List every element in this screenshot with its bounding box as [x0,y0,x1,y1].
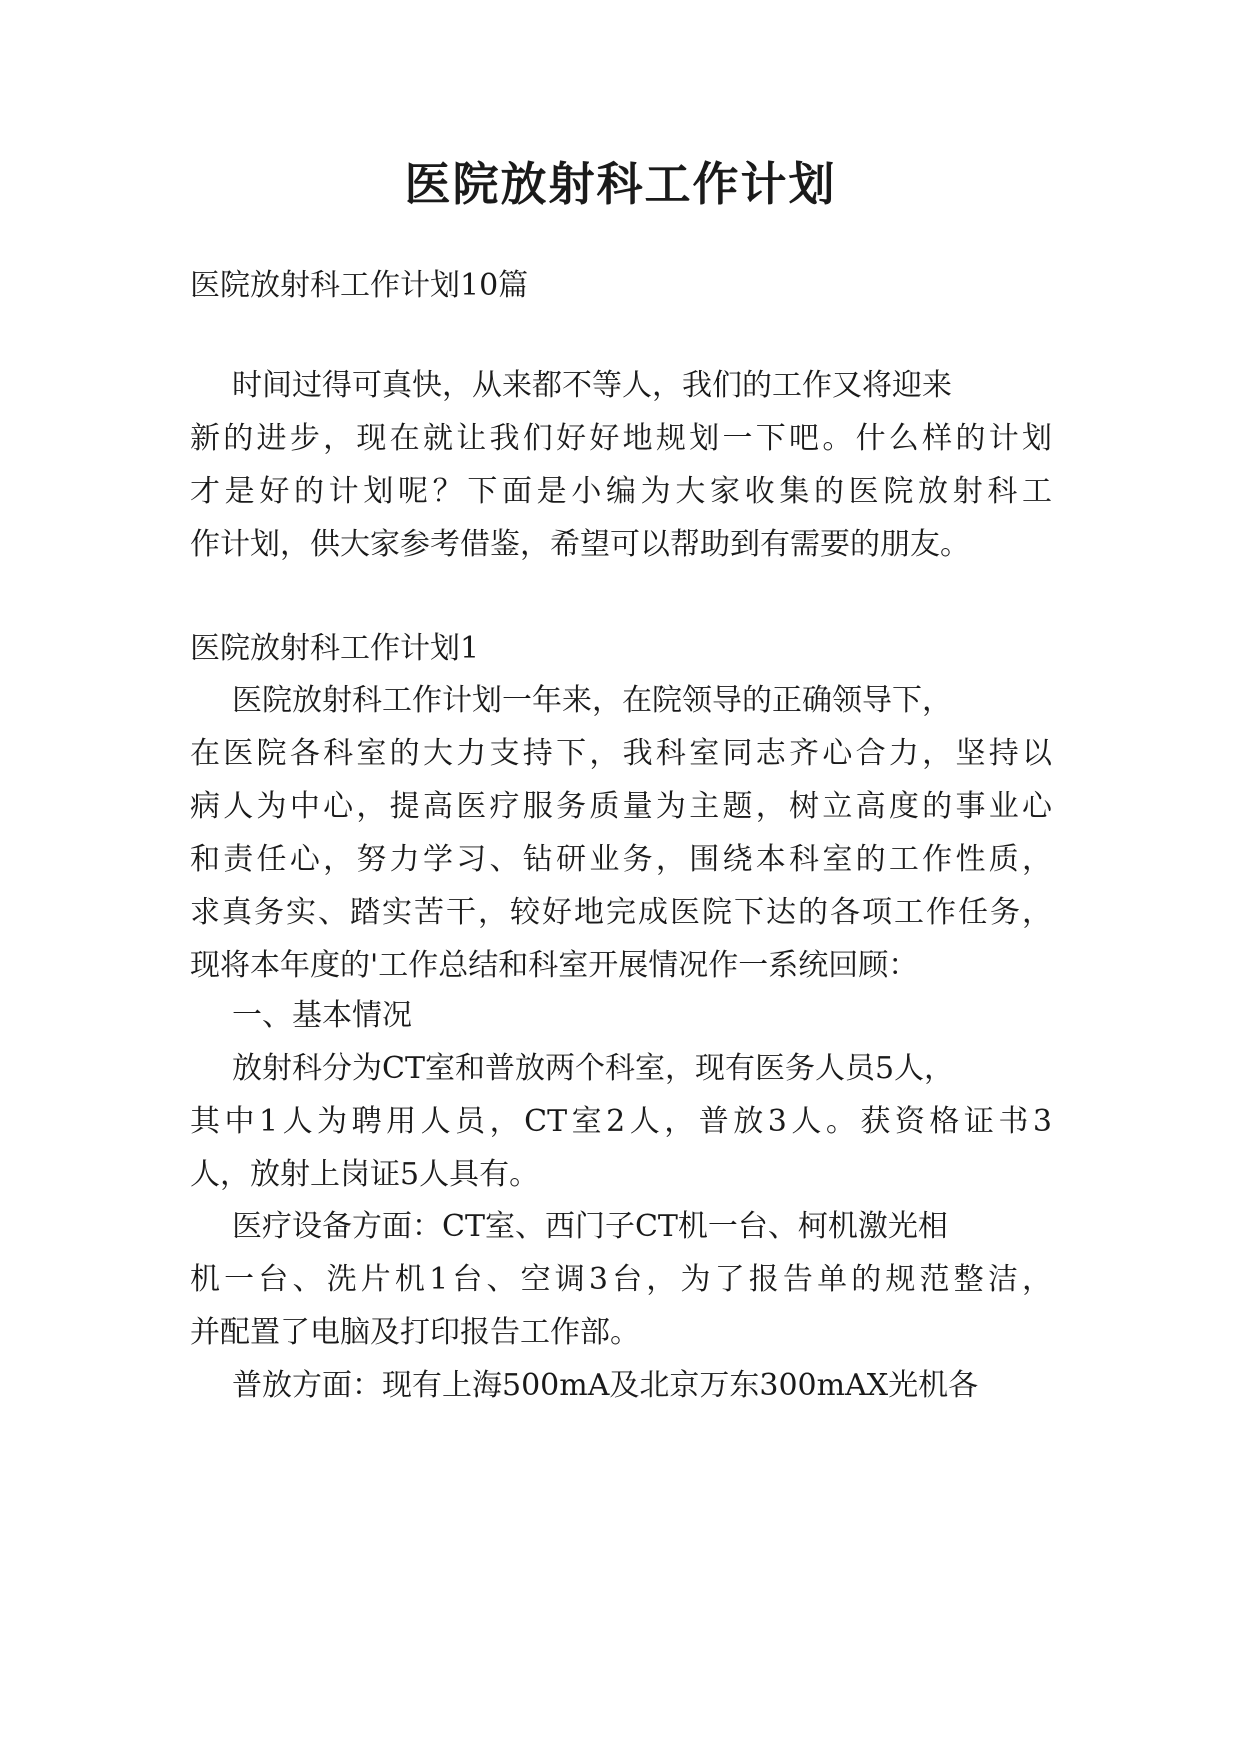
paragraph-line: 其中1人为聘用人员，CT室2人，普放3人。获资格证书3 [190,1104,1052,1139]
paragraph-line: 人，放射上岗证5人具有。 [190,1157,540,1192]
paragraph-line: 机一台、洗片机1台、空调3台，为了报告单的规范整洁， [190,1262,1052,1297]
intro-line: 新的进步，现在就让我们好好地规划一下吧。什么样的计划 [190,421,1052,456]
paragraph-line: 医院放射科工作计划一年来，在院领导的正确领导下， [232,683,952,718]
paragraph-line: 并配置了电脑及打印报告工作部。 [190,1315,640,1350]
section-heading: 医院放射科工作计划1 [190,631,480,666]
paragraph-line: 病人为中心，提高医疗服务质量为主题，树立高度的事业心 [190,789,1052,824]
paragraph-line: 和责任心，努力学习、钻研业务，围绕本科室的工作性质， [190,842,1052,877]
paragraph-line: 求真务实、踏实苦干，较好地完成医院下达的各项工作任务， [190,895,1052,930]
paragraph-line: 在医院各科室的大力支持下，我科室同志齐心合力，坚持以 [190,736,1052,771]
subheading: 一、基本情况 [232,998,412,1033]
paragraph-line: 现将本年度的'工作总结和科室开展情况作一系统回顾： [190,948,919,983]
intro-line: 作计划，供大家参考借鉴，希望可以帮助到有需要的朋友。 [190,527,970,562]
document-title: 医院放射科工作计划 [404,157,837,211]
paragraph-line: 普放方面：现有上海500mA及北京万东300mAX光机各 [232,1368,979,1403]
paragraph-line: 放射科分为CT室和普放两个科室，现有医务人员5人， [232,1051,955,1086]
paragraph-line: 医疗设备方面：CT室、西门子CT机一台、柯机激光相 [232,1209,948,1244]
intro-line: 才是好的计划呢？下面是小编为大家收集的医院放射科工 [190,474,1052,509]
document-subtitle: 医院放射科工作计划10篇 [190,268,529,303]
intro-line: 时间过得可真快，从来都不等人，我们的工作又将迎来 [232,368,952,403]
